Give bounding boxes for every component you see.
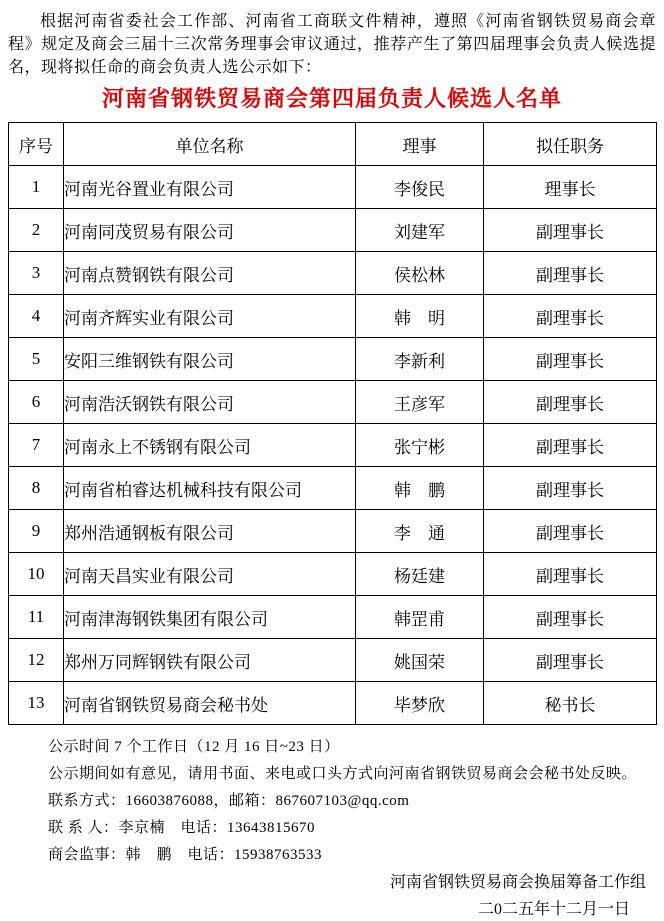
cell-director: 张宁彬 <box>356 424 484 467</box>
cell-director: 李 通 <box>356 510 484 553</box>
cell-seq: 13 <box>9 682 64 725</box>
cell-position: 副理事长 <box>484 639 657 682</box>
page-title: 河南省钢铁贸易商会第四届负责人候选人名单 <box>101 86 562 111</box>
cell-company: 郑州万同辉钢铁有限公司 <box>64 639 356 682</box>
table-row <box>9 682 657 725</box>
cell-seq: 10 <box>9 553 64 596</box>
cell-company: 河南浩沃钢铁有限公司 <box>64 381 356 424</box>
cell-director: 杨廷建 <box>356 553 484 596</box>
cell-position: 秘书长 <box>484 682 657 725</box>
note-contact-person: 联 系 人：李京楠 电话：13643815670 <box>48 820 316 836</box>
cell-director: 刘建军 <box>356 209 484 252</box>
cell-seq: 8 <box>9 467 64 510</box>
intro-paragraph: 根据河南省委社会工作部、河南省工商联文件精神，遵照《河南省钢铁贸易商会章程》规定及商会三届十三次常务理事会审议通过，推荐产生了第四届理事会负责人候选提名，现将拟任命的商会负责人选公示如下： <box>8 13 656 76</box>
cell-company: 河南省柏睿达机械科技有限公司 <box>64 467 356 510</box>
header-seq: 序号 <box>9 123 64 166</box>
cell-position: 理事长 <box>484 166 657 209</box>
cell-seq: 2 <box>9 209 64 252</box>
cell-company: 安阳三维钢铁有限公司 <box>64 338 356 381</box>
cell-seq: 7 <box>9 424 64 467</box>
cell-company: 河南同茂贸易有限公司 <box>64 209 356 252</box>
header-position: 拟任职务 <box>484 123 657 166</box>
table-row <box>9 295 657 338</box>
cell-position: 副理事长 <box>484 295 657 338</box>
cell-company: 河南点赞钢铁有限公司 <box>64 252 356 295</box>
cell-company: 河南津海钢铁集团有限公司 <box>64 596 356 639</box>
table-row <box>9 381 657 424</box>
cell-position: 副理事长 <box>484 553 657 596</box>
cell-position: 副理事长 <box>484 209 657 252</box>
table-row <box>9 510 657 553</box>
header-company: 单位名称 <box>64 123 356 166</box>
table-row <box>9 209 657 252</box>
table-row <box>9 166 657 209</box>
cell-seq: 9 <box>9 510 64 553</box>
header-director: 理事 <box>356 123 484 166</box>
cell-seq: 11 <box>9 596 64 639</box>
cell-seq: 6 <box>9 381 64 424</box>
cell-position: 副理事长 <box>484 424 657 467</box>
table-row <box>9 338 657 381</box>
cell-director: 李新利 <box>356 338 484 381</box>
cell-company: 郑州浩通钢板有限公司 <box>64 510 356 553</box>
note-publicity-period: 公示时间 7 个工作日（12 月 16 日~23 日） <box>48 739 340 755</box>
cell-seq: 12 <box>9 639 64 682</box>
note-contact-info: 联系方式：16603876088，邮箱：867607103@qq.com <box>48 793 410 809</box>
table-row <box>9 467 657 510</box>
cell-director: 姚国荣 <box>356 639 484 682</box>
table-row <box>9 424 657 467</box>
candidates-table <box>8 122 657 725</box>
cell-company: 河南光谷置业有限公司 <box>64 166 356 209</box>
cell-director: 韩 明 <box>356 295 484 338</box>
cell-seq: 4 <box>9 295 64 338</box>
cell-company: 河南省钢铁贸易商会秘书处 <box>64 682 356 725</box>
cell-director: 毕梦欣 <box>356 682 484 725</box>
cell-director: 侯松林 <box>356 252 484 295</box>
table-row <box>9 639 657 682</box>
signature-organization: 河南省钢铁贸易商会换届筹备工作组 <box>389 874 646 891</box>
cell-position: 副理事长 <box>484 510 657 553</box>
cell-position: 副理事长 <box>484 381 657 424</box>
cell-position: 副理事长 <box>484 467 657 510</box>
cell-director: 李俊民 <box>356 166 484 209</box>
cell-position: 副理事长 <box>484 596 657 639</box>
cell-position: 副理事长 <box>484 252 657 295</box>
cell-company: 河南齐辉实业有限公司 <box>64 295 356 338</box>
cell-director: 韩 鹏 <box>356 467 484 510</box>
cell-company: 河南天昌实业有限公司 <box>64 553 356 596</box>
cell-position: 副理事长 <box>484 338 657 381</box>
cell-seq: 1 <box>9 166 64 209</box>
signature-date: 二0二五年十二月一日 <box>477 901 630 918</box>
note-feedback-instruction: 公示期间如有意见，请用书面、来电或口头方式向河南省钢铁贸易商会会秘书处反映。 <box>48 766 638 782</box>
table-row <box>9 553 657 596</box>
cell-seq: 5 <box>9 338 64 381</box>
signature-block <box>8 872 656 921</box>
table-row <box>9 596 657 639</box>
cell-director: 王彦军 <box>356 381 484 424</box>
cell-company: 河南永上不锈钢有限公司 <box>64 424 356 467</box>
cell-seq: 3 <box>9 252 64 295</box>
cell-director: 韩罡甫 <box>356 596 484 639</box>
table-row <box>9 252 657 295</box>
note-supervisor: 商会监事：韩 鹏 电话：15938763533 <box>48 847 323 863</box>
notes-section <box>8 737 656 865</box>
table-header-row <box>9 123 657 166</box>
